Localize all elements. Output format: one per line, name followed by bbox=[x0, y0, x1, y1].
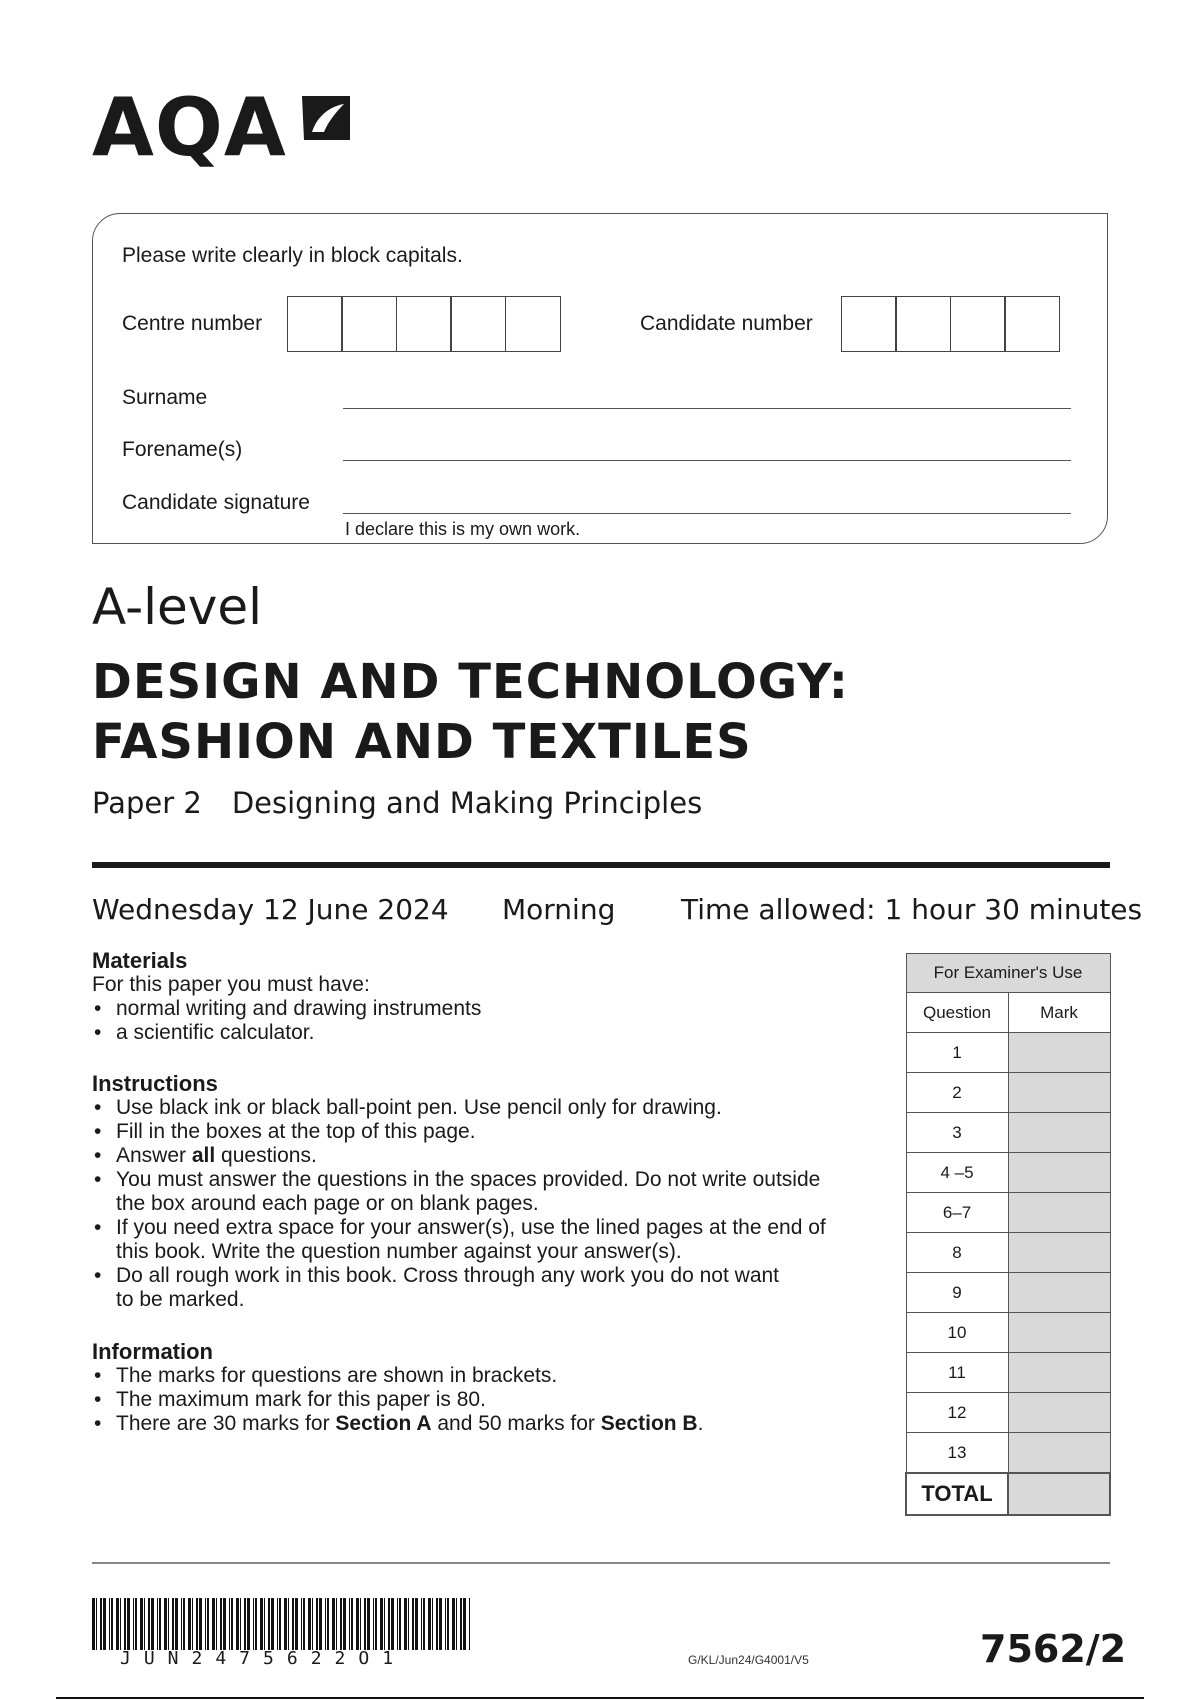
information-item: • The maximum mark for this paper is 80. bbox=[92, 1388, 912, 1412]
paper-code: 7562/2 bbox=[980, 1627, 1127, 1671]
centre-number-label: Centre number bbox=[122, 312, 263, 335]
centre-digit-box[interactable] bbox=[341, 296, 397, 352]
forenames-field[interactable] bbox=[343, 460, 1071, 461]
mark-cell bbox=[1008, 1313, 1110, 1353]
information-item: • There are 30 marks for Section A and 50 marks for Section B. bbox=[92, 1412, 912, 1436]
instruction-item: • You must answer the questions in the spaces provided. Do not write outside the box around each page or on blank pages. bbox=[92, 1168, 912, 1216]
question-number: 12 bbox=[906, 1393, 1008, 1433]
total-label: TOTAL bbox=[906, 1473, 1008, 1515]
question-number: 4 –5 bbox=[906, 1153, 1008, 1193]
paper-name: Designing and Making Principles bbox=[231, 786, 703, 820]
paper-title bbox=[92, 786, 702, 820]
instruction-item: • Use black ink or black ball-point pen. Use pencil only for drawing. bbox=[92, 1096, 912, 1120]
question-number: 9 bbox=[906, 1273, 1008, 1313]
block-capitals-instruction: Please write clearly in block capitals. bbox=[122, 244, 463, 267]
mark-cell bbox=[1008, 1433, 1110, 1474]
page-bottom-edge bbox=[56, 1697, 1144, 1699]
centre-digit-box[interactable] bbox=[450, 296, 506, 352]
information-section bbox=[92, 1340, 912, 1436]
examiner-table-title: For Examiner's Use bbox=[906, 954, 1110, 993]
question-number: 3 bbox=[906, 1113, 1008, 1153]
question-number: 6–7 bbox=[906, 1193, 1008, 1233]
instruction-item: • If you need extra space for your answer(s), use the lined pages at the end of this book. Write the question number against your answer(s). bbox=[92, 1216, 912, 1264]
candidate-digit-box[interactable] bbox=[950, 296, 1006, 352]
candidate-digit-box[interactable] bbox=[1004, 296, 1060, 352]
instruction-item: • Do all rough work in this book. Cross through any work you do not want to be marked. bbox=[92, 1264, 912, 1312]
aqa-logo-mark-icon bbox=[296, 92, 354, 150]
forenames-label: Forename(s) bbox=[122, 438, 243, 461]
subject-title-line-1: DESIGN AND TECHNOLOGY: bbox=[92, 654, 849, 710]
question-number: 11 bbox=[906, 1353, 1008, 1393]
barcode bbox=[92, 1598, 472, 1650]
mark-cell bbox=[1008, 1393, 1110, 1433]
materials-item: • a scientific calculator. bbox=[92, 1021, 912, 1045]
signature-label: Candidate signature bbox=[122, 491, 310, 514]
centre-digit-box[interactable] bbox=[287, 296, 343, 352]
mark-cell bbox=[1008, 1193, 1110, 1233]
materials-heading: Materials bbox=[92, 948, 188, 973]
question-number: 2 bbox=[906, 1073, 1008, 1113]
question-number: 1 bbox=[906, 1033, 1008, 1073]
instructions-heading: Instructions bbox=[92, 1071, 218, 1096]
total-mark-cell bbox=[1008, 1473, 1110, 1515]
footer-divider bbox=[92, 1562, 1110, 1564]
examiner-use-table bbox=[905, 953, 1111, 1516]
mark-cell bbox=[1008, 1273, 1110, 1313]
signature-field[interactable] bbox=[343, 513, 1071, 514]
title-divider bbox=[92, 862, 1110, 868]
mark-cell bbox=[1008, 1353, 1110, 1393]
mark-column-header: Mark bbox=[1008, 993, 1110, 1033]
question-number: 8 bbox=[906, 1233, 1008, 1273]
paper-number: Paper 2 bbox=[92, 786, 202, 820]
barcode-number: JUN2475622O1 bbox=[120, 1648, 407, 1669]
question-number: 10 bbox=[906, 1313, 1008, 1353]
candidate-number-label: Candidate number bbox=[640, 312, 813, 335]
exam-date: Wednesday 12 June 2024 bbox=[92, 893, 449, 926]
question-number: 13 bbox=[906, 1433, 1008, 1474]
mark-cell bbox=[1008, 1073, 1110, 1113]
materials-section bbox=[92, 949, 912, 1045]
information-item: • The marks for questions are shown in brackets. bbox=[92, 1364, 912, 1388]
information-heading: Information bbox=[92, 1339, 213, 1364]
instruction-item: • Fill in the boxes at the top of this page. bbox=[92, 1120, 912, 1144]
question-column-header: Question bbox=[906, 993, 1008, 1033]
instruction-item: • Answer all questions. bbox=[92, 1144, 912, 1168]
centre-digit-box[interactable] bbox=[396, 296, 452, 352]
centre-number-field[interactable] bbox=[288, 296, 561, 352]
surname-label: Surname bbox=[122, 386, 208, 409]
subject-title bbox=[92, 652, 849, 772]
mark-cell bbox=[1008, 1113, 1110, 1153]
candidate-digit-box[interactable] bbox=[841, 296, 897, 352]
candidate-number-field[interactable] bbox=[842, 296, 1060, 352]
instructions-section bbox=[92, 1072, 912, 1312]
candidate-digit-box[interactable] bbox=[895, 296, 951, 352]
subject-title-line-2: FASHION AND TEXTILES bbox=[92, 714, 752, 770]
qualification-level: A-level bbox=[92, 578, 263, 636]
materials-intro: For this paper you must have: bbox=[92, 973, 370, 996]
surname-field[interactable] bbox=[343, 408, 1071, 409]
aqa-logo: AQA bbox=[92, 81, 287, 174]
materials-item: • normal writing and drawing instruments bbox=[92, 997, 912, 1021]
declaration-text: I declare this is my own work. bbox=[345, 519, 581, 539]
time-allowed: Time allowed: 1 hour 30 minutes bbox=[681, 893, 1143, 926]
document-reference: G/KL/Jun24/G4001/V5 bbox=[688, 1653, 809, 1667]
mark-cell bbox=[1008, 1033, 1110, 1073]
centre-digit-box[interactable] bbox=[505, 296, 561, 352]
exam-session: Morning bbox=[502, 893, 616, 926]
mark-cell bbox=[1008, 1233, 1110, 1273]
mark-cell bbox=[1008, 1153, 1110, 1193]
